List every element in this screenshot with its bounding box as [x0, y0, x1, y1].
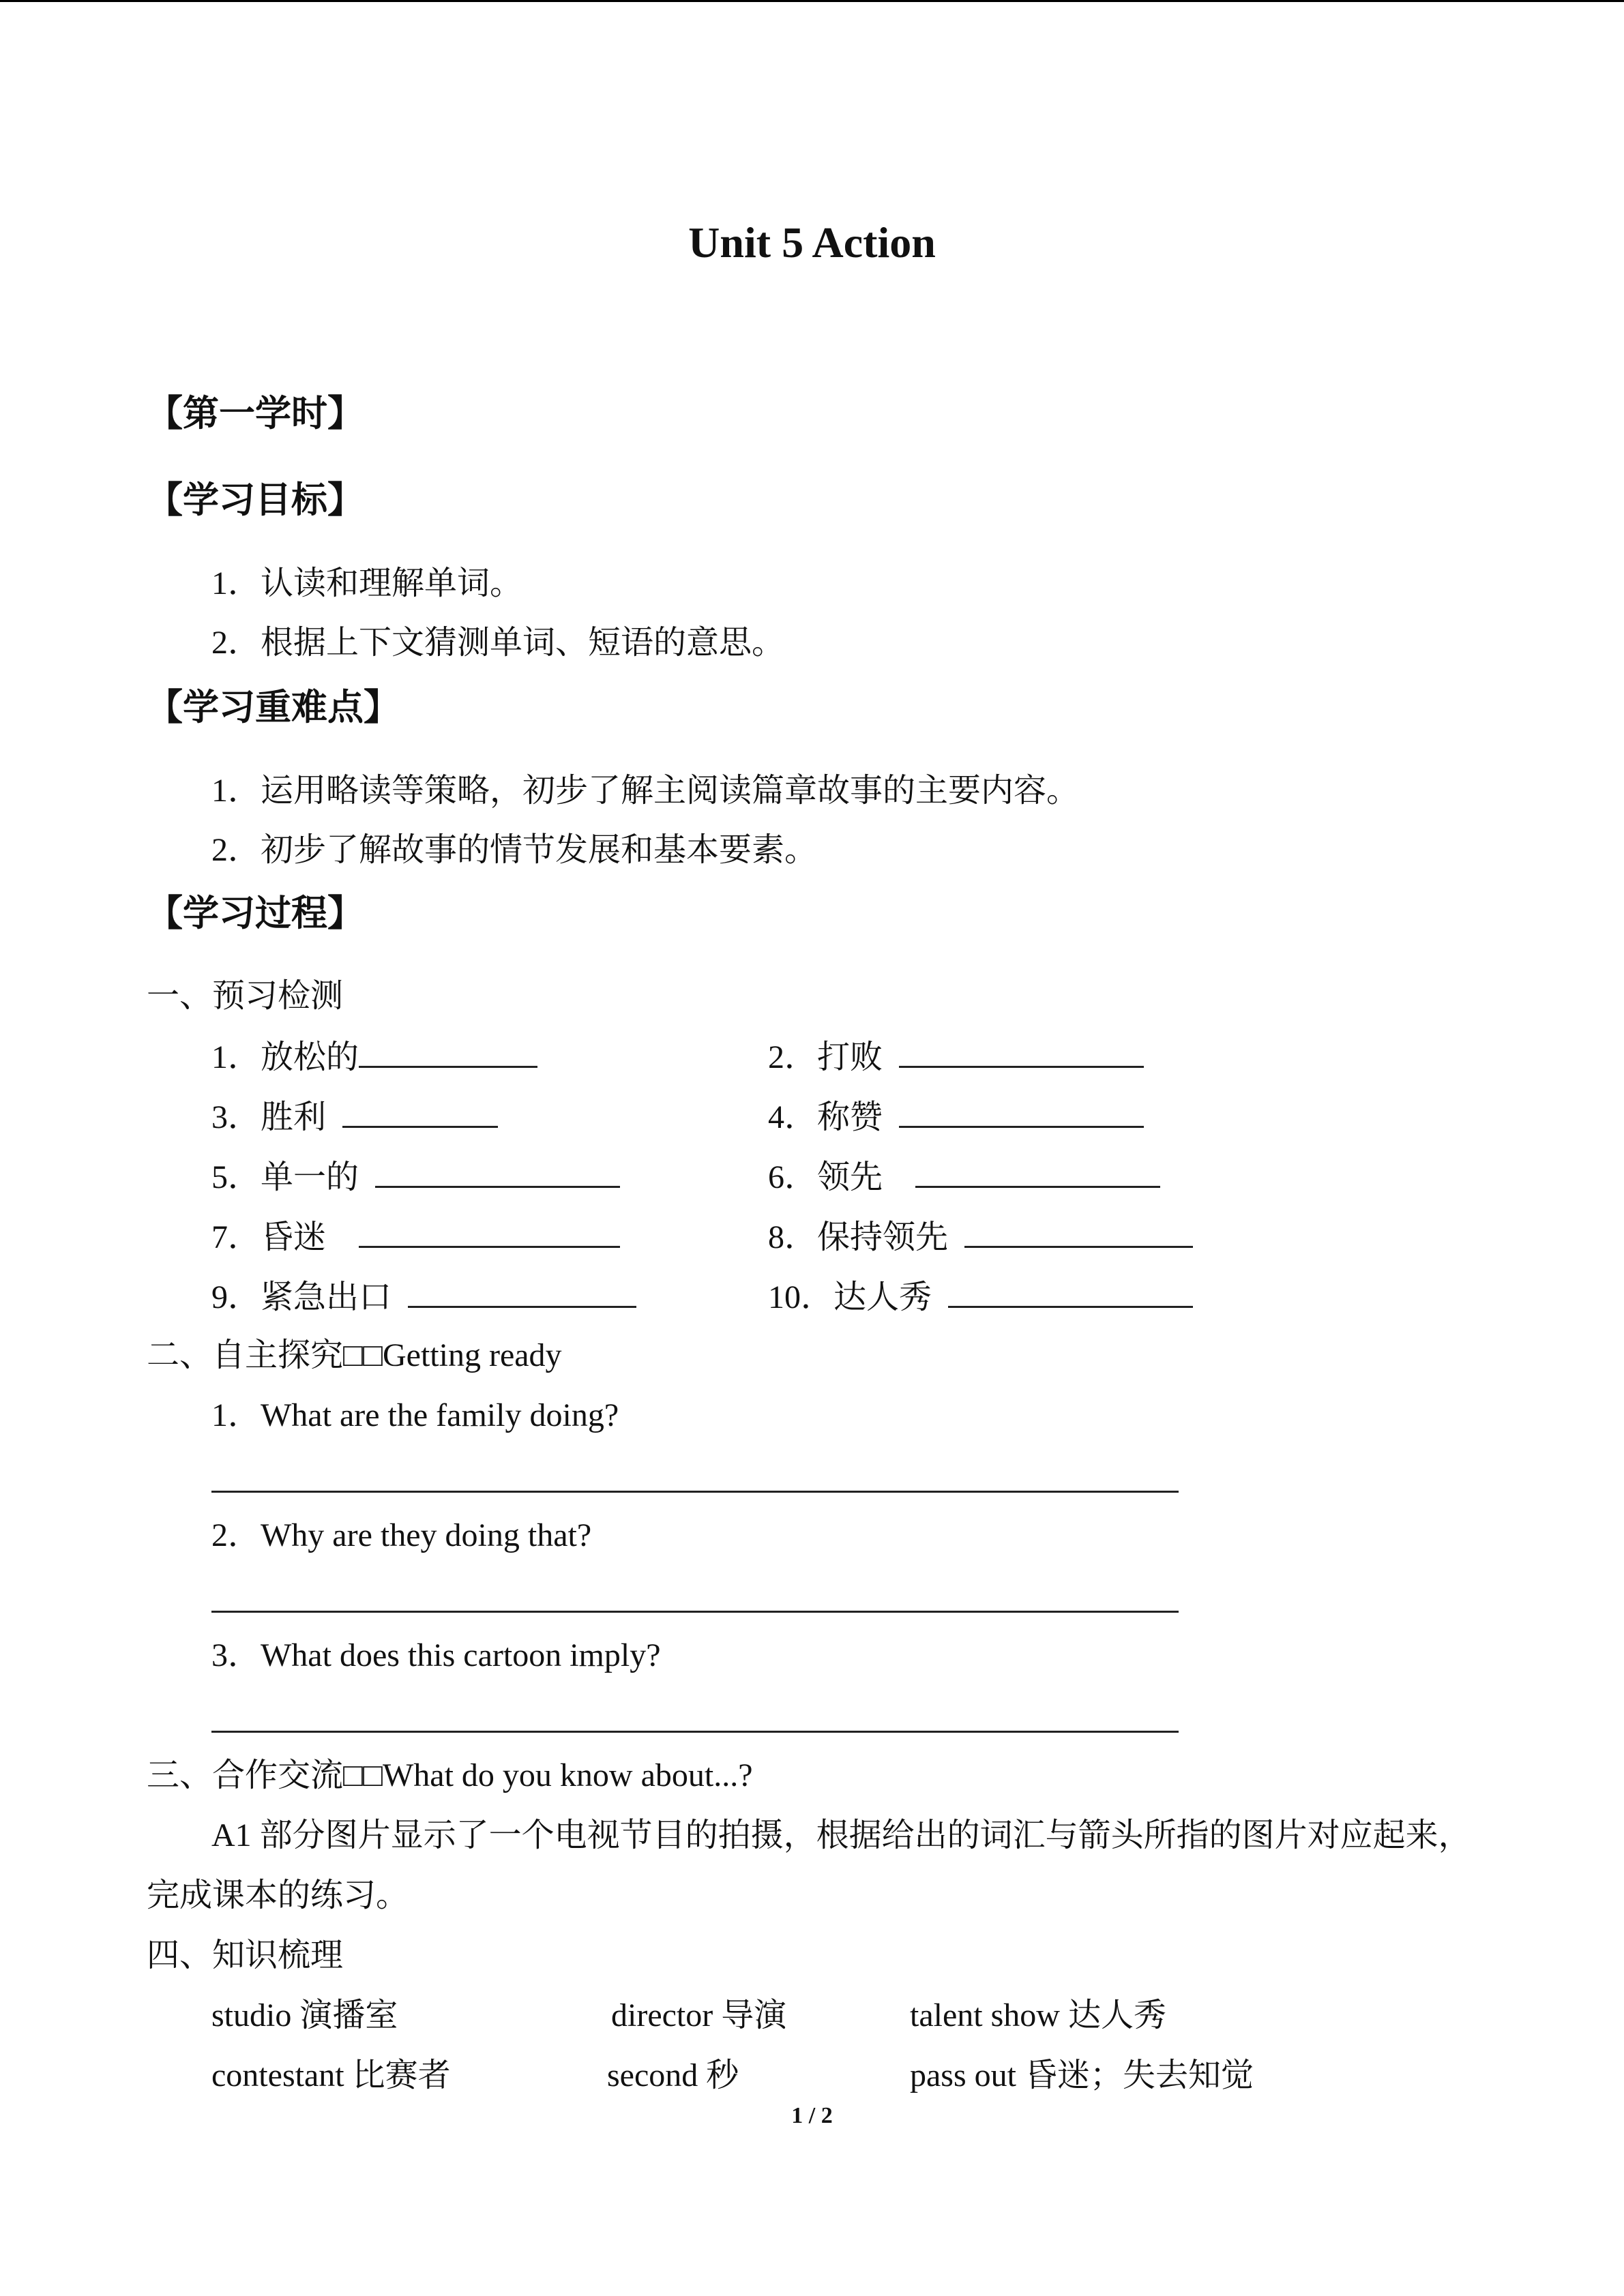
question-1: 1．What are the family doing? — [211, 1397, 619, 1433]
goal-item-2: 2．根据上下文猜测单词、短语的意思。 — [211, 625, 785, 661]
part3-instruction-line-1: A1 部分图片显示了一个电视节目的拍摄，根据给出的词汇与箭头所指的图片对应起来， — [211, 1817, 1471, 1853]
preview-item-7 — [211, 1216, 620, 1257]
preview-item-label: 5．单一的 — [211, 1159, 359, 1195]
section-goals: 【学习目标】 — [147, 479, 364, 521]
part4-heading: 四、知识梳理 — [147, 1937, 344, 1973]
preview-item-label: 7．昏迷 — [211, 1219, 327, 1255]
focus-item-1: 1．运用略读等策略，初步了解主阅读篇章故事的主要内容。 — [211, 773, 1080, 809]
vocab-director: director 导演 — [611, 1997, 787, 2033]
answer-blank[interactable] — [899, 1096, 1144, 1128]
part3-instruction-line-2: 完成课本的练习。 — [147, 1877, 409, 1913]
answer-blank[interactable] — [948, 1276, 1193, 1308]
vocab-studio: studio 演播室 — [211, 1997, 398, 2033]
part2-heading: 二、自主探究□□Getting ready — [147, 1337, 562, 1373]
answer-line-2[interactable] — [211, 1611, 1179, 1613]
answer-line-3[interactable] — [211, 1731, 1179, 1733]
preview-item-label: 1．放松的 — [211, 1039, 359, 1075]
answer-blank[interactable] — [899, 1036, 1144, 1068]
preview-item-label: 9．紧急出口 — [211, 1279, 392, 1315]
preview-item-label: 4．称赞 — [768, 1099, 883, 1135]
vocab-pass-out: pass out 昏迷；失去知觉 — [910, 2057, 1254, 2093]
page-title: Unit 5 Action — [688, 218, 936, 267]
preview-item-5 — [211, 1156, 620, 1197]
page-number: 1 / 2 — [791, 2103, 833, 2128]
focus-item-2: 2．初步了解故事的情节发展和基本要素。 — [211, 832, 818, 868]
answer-blank[interactable] — [408, 1276, 636, 1308]
question-3: 3．What does this cartoon imply? — [211, 1637, 661, 1673]
vocab-second: second 秒 — [607, 2057, 739, 2093]
preview-item-label: 2．打败 — [768, 1039, 883, 1075]
preview-item-3 — [211, 1096, 498, 1137]
answer-line-1[interactable] — [211, 1491, 1179, 1493]
section-process: 【学习过程】 — [147, 893, 364, 934]
answer-blank[interactable] — [964, 1216, 1193, 1248]
preview-item-6 — [768, 1156, 1160, 1197]
vocab-talent-show: talent show 达人秀 — [910, 1997, 1166, 2033]
answer-blank[interactable] — [359, 1036, 537, 1068]
answer-blank[interactable] — [342, 1096, 498, 1128]
answer-blank[interactable] — [915, 1156, 1160, 1188]
section-focus: 【学习重难点】 — [147, 687, 400, 728]
preview-item-4 — [768, 1096, 1144, 1137]
question-2: 2．Why are they doing that? — [211, 1517, 592, 1553]
top-border — [0, 0, 1624, 2]
part1-heading: 一、预习检测 — [147, 978, 344, 1014]
preview-item-8 — [768, 1216, 1193, 1257]
preview-item-label: 8．保持领先 — [768, 1219, 949, 1255]
preview-item-9 — [211, 1276, 636, 1317]
preview-item-label: 3．胜利 — [211, 1099, 327, 1135]
answer-blank[interactable] — [359, 1216, 620, 1248]
part3-heading: 三、合作交流□□What do you know about...? — [147, 1757, 753, 1793]
vocab-contestant: contestant 比赛者 — [211, 2057, 451, 2093]
answer-blank[interactable] — [375, 1156, 620, 1188]
preview-item-label: 6．领先 — [768, 1159, 883, 1195]
preview-item-1 — [211, 1036, 537, 1077]
preview-item-label: 10．达人秀 — [768, 1279, 932, 1315]
preview-item-10 — [768, 1276, 1193, 1317]
preview-item-2 — [768, 1036, 1144, 1077]
section-period: 【第一学时】 — [147, 393, 364, 434]
goal-item-1: 1．认读和理解单词。 — [211, 565, 523, 601]
